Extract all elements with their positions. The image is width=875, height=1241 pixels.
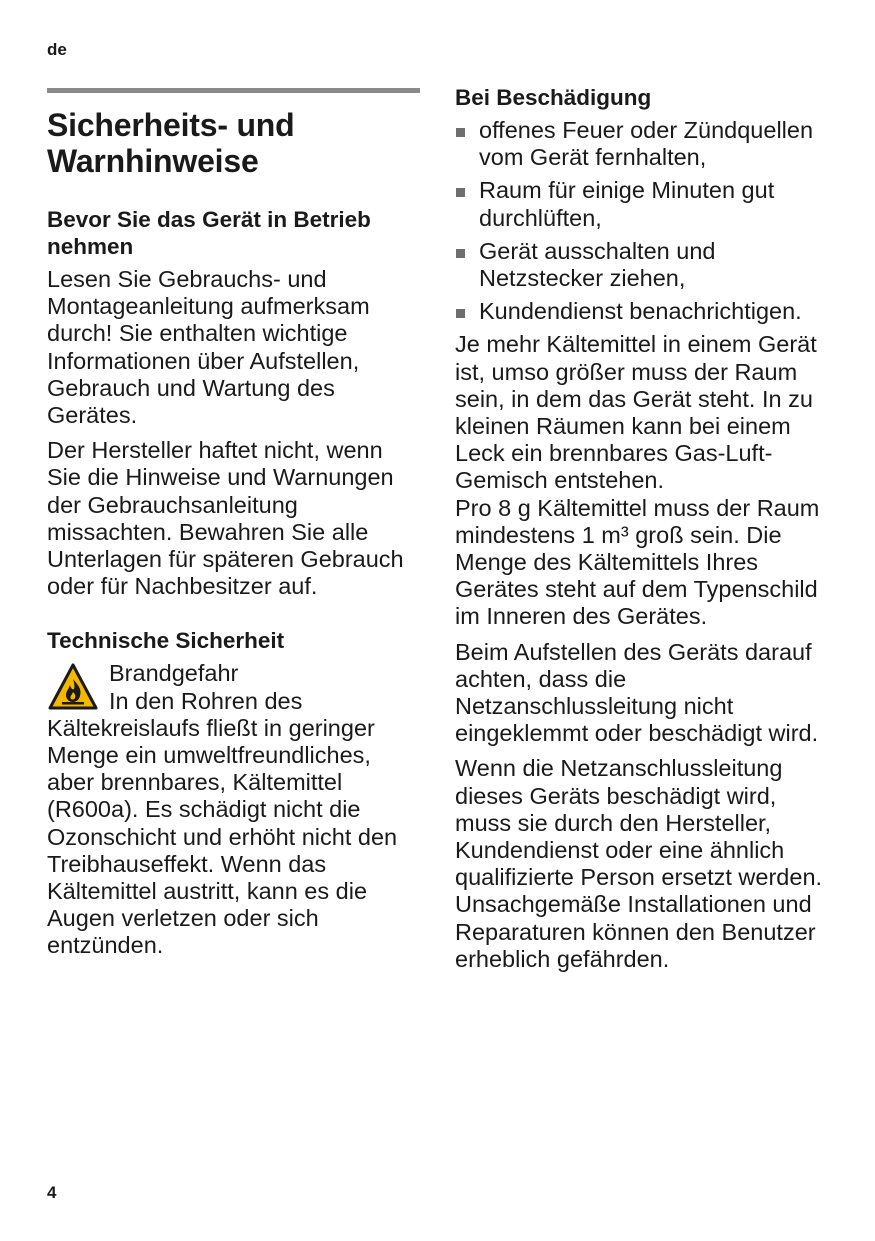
paragraph-damaged-cable: Wenn die Netzanschlussleitung dieses Geräts beschädigt wird, muss sie durch den Hersteller, Kundendienst oder eine ähnlich qualifizierte Person ersetzt werden. Unsachgemäße Installationen und Reparaturen können den Benutzer erheblich gefährden. [455,755,823,972]
list-item: Kundendienst benachrichtigen. [455,298,830,325]
bullet-square-icon [456,188,465,197]
paragraph-liability: Der Hersteller haftet nicht, wenn Sie die Hinweise und Warnungen der Gebrauchsanleitung missachten. Bewahren Sie alle Unterlagen für späteren Gebrauch oder für Nachbesitzer auf. [47,437,404,600]
bullet-square-icon [456,249,465,258]
damage-steps-list [455,117,830,325]
heading-damage: Bei Beschädigung [455,85,652,110]
paragraph-installation-cable: Beim Aufstellen des Geräts darauf achten, dass die Netzanschlussleitung nicht eingeklemmt oder beschädigt wird. [455,638,819,747]
fire-warning-icon [47,662,99,712]
left-column [47,82,420,960]
page-title: Sicherheits- und Warnhinweise [47,107,295,179]
heading-technical-safety: Technische Sicherheit [47,628,285,654]
paragraph-refrigerant-amount: Pro 8 g Kältemittel muss der Raum mindestens 1 m³ groß sein. Die Menge des Kältemittels Ihres Gerätes steht auf dem Typenschild im Inneren des Gerätes. [455,494,820,630]
list-item: offenes Feuer oder Zündquellen vom Gerät fernhalten, [455,117,830,171]
warning-text: In den Rohren des Kältekreislaufs fließt in geringer Menge ein umweltfreundliches, aber brennbares, Kältemittel (R600a). Es schädigt nicht die Ozonschicht und erhöht nicht den Treibhauseffekt. Wenn das Kältemittel austritt, kann es die Augen verletzen oder sich entzünden. [47,687,398,959]
section-rule [47,88,420,93]
list-item: Raum für einige Minuten gut durchlüften, [455,177,830,231]
fire-warning-block [47,660,420,959]
paragraph-read-instructions: Lesen Sie Gebrauchs- und Montageanleitung aufmerksam durch! Sie enthalten wichtige Informationen über Aufstellen, Gebrauch und Wartung des Gerätes. [47,266,370,429]
bullet-square-icon [456,309,465,318]
heading-before-use: Bevor Sie das Gerät in Betrieb nehmen [47,207,371,259]
page-number: 4 [47,1183,57,1202]
list-item: Gerät ausschalten und Netzstecker ziehen, [455,238,830,292]
paragraph-room-size: Je mehr Kältemittel in einem Gerät ist, umso größer muss der Raum sein, in dem das Gerät steht. In zu kleinen Räumen kann bei einem Leck ein brennbares Gas-Luft-Gemisch entstehen. [455,331,817,494]
right-column [455,82,830,973]
bullet-square-icon [456,128,465,137]
warning-title: Brandgefahr [109,660,239,687]
language-code: de [47,40,67,59]
